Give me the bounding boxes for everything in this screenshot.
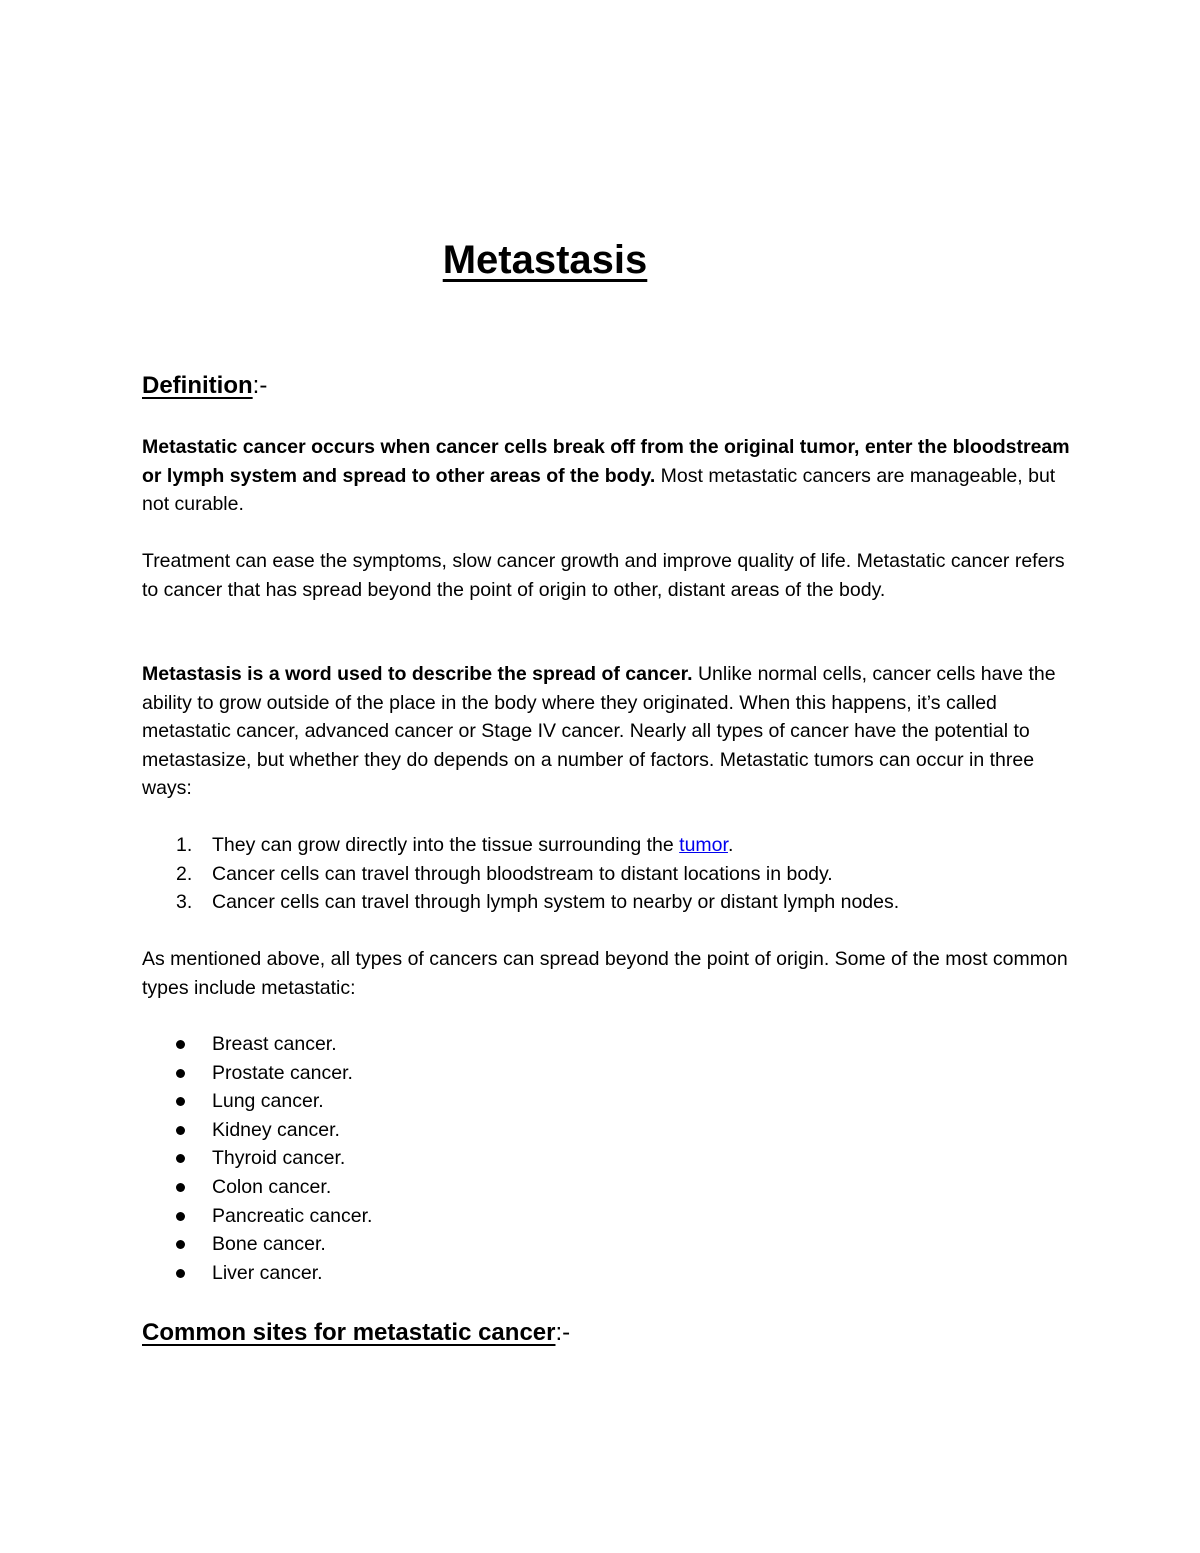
list-item [142, 860, 1072, 889]
bullet-icon [176, 1069, 185, 1078]
list-item-text: Liver cancer. [212, 1261, 323, 1284]
paragraph-metastasis-normal: Unlike normal cells, cancer cells have the ability to grow outside of the place in the body where they originated. When this happens, it’s called metastatic cancer, advanced cancer or Stage IV cancer. Nearly all types of cancer have the potential to metastasize, but whether they do depends on a number of factors. Metastatic tumors can occur in three ways: [142, 663, 1056, 800]
paragraph-common-types: As mentioned above, all types of cancers can spread beyond the point of origin. Some of the most common types include metastatic: [142, 948, 1068, 999]
list-item [142, 1144, 1072, 1173]
list-item [142, 1230, 1072, 1259]
list-item-text: Colon cancer. [212, 1175, 332, 1198]
common-sites-heading [142, 1318, 570, 1348]
paragraph-treatment: Treatment can ease the symptoms, slow cancer growth and improve quality of life. Metastatic cancer refers to cancer that has spread beyond the point of origin to other, distant areas of the body. [142, 550, 1065, 601]
paragraph-definition-bold: Metastatic cancer occurs when cancer cells break off from the original tumor, enter the bloodstream or lymph system and spread to other areas of the body. [142, 436, 1070, 487]
bullet-icon [176, 1126, 185, 1135]
list-item [142, 1059, 1072, 1088]
list-item-text: Cancer cells can travel through lymph system to nearby or distant lymph nodes. [212, 891, 900, 914]
list-item [142, 1087, 1072, 1116]
list-number: 3. [176, 891, 193, 914]
list-item-text: Lung cancer. [212, 1090, 324, 1113]
tumor-link[interactable]: tumor [679, 834, 728, 856]
list-item-text: Breast cancer. [212, 1033, 337, 1055]
page-title: Metastasis [442, 238, 648, 282]
list-number: 2. [176, 862, 193, 885]
bullet-icon [176, 1240, 185, 1249]
list-item-text: Pancreatic cancer. [212, 1204, 373, 1227]
definition-heading [142, 371, 267, 401]
common-sites-heading-text: Common sites for metastatic cancer [142, 1319, 556, 1346]
bullet-icon [176, 1154, 185, 1163]
cancer-types-list [142, 1030, 1072, 1287]
list-number: 1. [176, 834, 193, 856]
paragraph-metastasis-bold: Metastasis is a word used to describe the spread of cancer. [142, 663, 693, 685]
paragraph-definition [142, 433, 1072, 519]
paragraph-metastasis [142, 660, 1072, 803]
list-item-text: They can grow directly into the tissue surrounding the [212, 834, 680, 856]
ways-list [142, 831, 1072, 917]
list-item [142, 888, 1072, 917]
list-item-text: Prostate cancer. [212, 1061, 353, 1084]
list-item-text: Cancer cells can travel through bloodstream to distant locations in body. [212, 862, 833, 885]
list-item [142, 1259, 1072, 1288]
list-item-text-end: . [727, 834, 734, 856]
list-item-text: Bone cancer. [212, 1233, 326, 1256]
list-item-text: Thyroid cancer. [212, 1147, 346, 1170]
common-sites-heading-suffix: :- [555, 1319, 571, 1346]
list-item-text: Kidney cancer. [212, 1118, 340, 1141]
list-item [142, 1030, 1072, 1059]
list-item [142, 1173, 1072, 1202]
bullet-icon [176, 1097, 185, 1106]
list-item [142, 1202, 1072, 1231]
bullet-icon [176, 1212, 185, 1221]
bullet-icon [176, 1183, 185, 1192]
definition-heading-suffix: :- [252, 372, 268, 399]
list-item [142, 1116, 1072, 1145]
definition-heading-text: Definition [142, 372, 253, 399]
bullet-icon [176, 1269, 185, 1278]
bullet-icon [176, 1040, 185, 1049]
paragraph-definition-normal: Most metastatic cancers are manageable, but not curable. [142, 464, 1056, 516]
list-item [142, 831, 1072, 860]
